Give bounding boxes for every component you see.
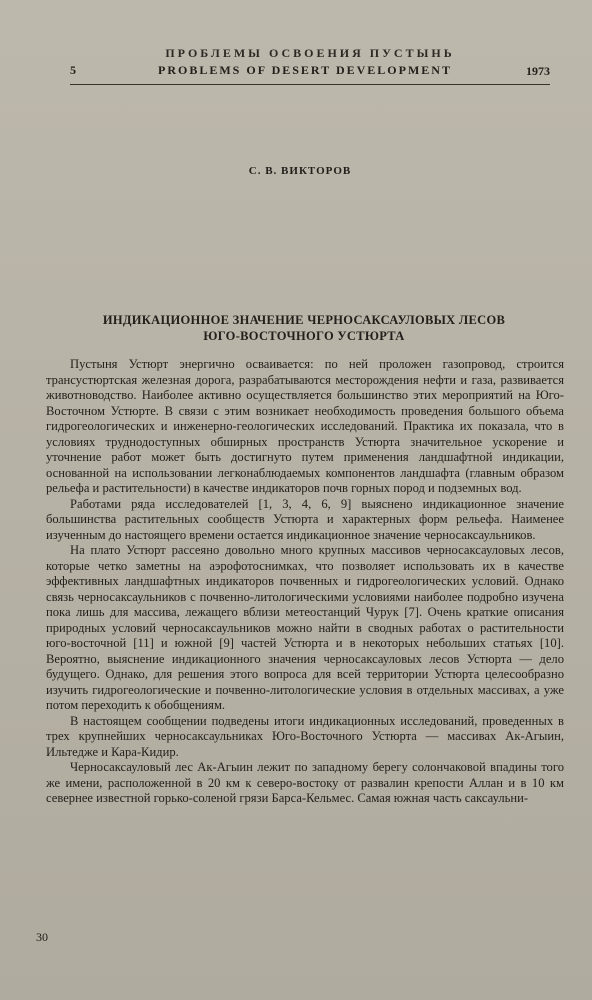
article-title-line-2: ЮГО-ВОСТОЧНОГО УСТЮРТА [203,329,405,343]
paragraph: В настоящем сообщении подведены итоги индикационных исследований, проведенных в трех крупнейших черносаксаульниках Юго-Восточного Устюрта — массивах Ак-Агыин, Ильтедже и Кара-Кидир. [46,713,564,759]
running-header [70,46,550,81]
publication-year: 1973 [526,64,550,78]
journal-title-ru: ПРОБЛЕМЫ ОСВОЕНИЯ ПУСТЫНЬ [165,46,455,60]
issue-number: 5 [70,63,76,77]
article-title-line-1: ИНДИКАЦИОННОЕ ЗНАЧЕНИЕ ЧЕРНОСАКСАУЛОВЫХ ЛЕСОВ [102,313,506,327]
paragraph: Черносаксауловый лес Ак-Агыин лежит по западному берегу солончаковой впадины того же имени, расположенной в 20 км к северо-востоку от развалин крепости Аллан и в 10 км севернее известной горько-соленой грязи Барса-Кельмес. Самая южная часть саксаульни- [46,760,564,805]
journal-row [70,63,550,81]
paragraph: На плато Устюрт рассеяно довольно много крупных массивов черносаксауловых лесов, которые четко заметны на аэрофотоснимках, что позволяет использовать их в качестве эффективных ландшафтных индикаторов почвенных и гидрогеологических условий. Однако связь черносаксаульников с почвенно-литологическими условиями наиболее подробно изучена пока лишь для массива, лежащего вблизи метеостанций Чурук [7]. Очень краткие описания природных условий черносаксаульников можно найти в сводных работах о растительности юго-восточной [11] и южной [9] частей Устюрта и в некоторых небольших статьях [10]. Вероятно, выяснение индикационного значения черносаксауловых лесов Устюрта — дело будущего. Однако, для решения этого вопроса для всей территории Устюрта целесообразно изучить гидрогеологические и почвенно-литологические условия в отдельных массивах, а уже потом переходить к обобщениям. [46,543,564,712]
journal-title-en: PROBLEMS OF DESERT DEVELOPMENT [158,63,452,77]
page-number: 30 [36,930,48,944]
article-body [46,357,564,807]
article-title [44,312,564,344]
paragraph: Работами ряда исследователей [1, 3, 4, 6, 9] выяснено индикационное значение большинства растительных сообществ Устюрта и характерных форм рельефа. Наименее изученным до настоящего времени остается индикационное значение черносаксаульников. [46,496,564,542]
article-author: С. В. ВИКТОРОВ [248,165,352,177]
header-rule [70,84,550,85]
paragraph: Пустыня Устюрт энергично осваивается: по ней проложен газопровод, строится трансустюртская железная дорога, разрабатываются месторождения нефти и газа, развивается животноводство. Наиболее активно осуществляется большинство этих мероприятий на Юго-Восточном Устюрте. В связи с этим возникает необходимость проведения большого объема гидрогеологических и инженерно-геологических исследований. Практика их показала, что в условиях труднодоступных обширных пространств Устюрта значительное ускорение и уточнение работ может быть достигнуто путем применения ландшафтной индикации, основанной на использовании легконаблюдаемых компонентов ландшафта (главным образом рельефа и растительности) в качестве индикаторов почв горных пород и подземных вод. [46,357,564,495]
